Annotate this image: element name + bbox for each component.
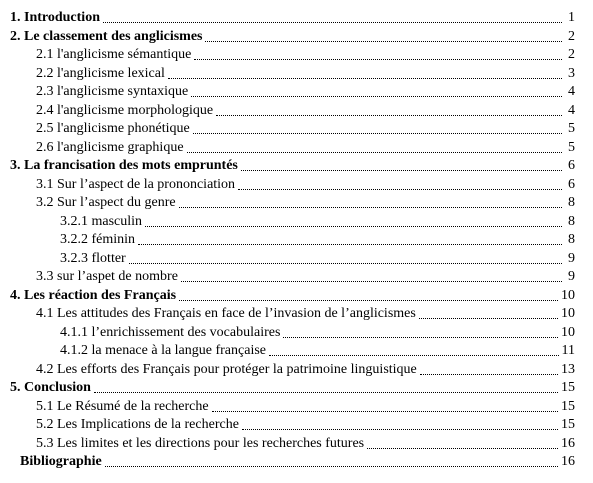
toc-entry-label: 2. Le classement des anglicismes [10, 28, 203, 44]
toc-entry-page-number: 15 [561, 398, 575, 414]
toc-entry-label: 3. La francisation des mots empruntés [10, 158, 238, 173]
toc-entry-page-number: 4 [568, 84, 575, 99]
toc-entry-page-number: 16 [561, 435, 575, 451]
toc-entry-page-number: 1 [568, 10, 575, 25]
toc-entry-page-number: 5 [568, 139, 575, 155]
toc-entry-label: 4.1.2 la menace à la langue française [60, 343, 267, 358]
toc-entry[interactable] [0, 452, 593, 470]
toc-entry-page-number: 10 [561, 306, 575, 321]
dot-leader [367, 447, 558, 449]
dot-leader [187, 151, 562, 153]
dot-leader [420, 373, 558, 375]
toc-entry[interactable] [0, 304, 593, 322]
toc-entry-page-number: 4 [568, 102, 575, 118]
toc-entry[interactable] [0, 156, 593, 174]
toc-entry-label: 5. Conclusion [10, 380, 91, 395]
toc-entry-label: 5.3 Les limites et les directions pour les recherches futures [36, 435, 365, 451]
toc-entry[interactable] [0, 138, 593, 156]
dot-leader [216, 114, 562, 116]
toc-entry[interactable] [0, 286, 593, 304]
toc-entry-label: Bibliographie [20, 454, 102, 469]
dot-leader [205, 40, 562, 42]
toc-entry-page-number: 15 [561, 417, 575, 432]
toc-entry[interactable] [0, 119, 593, 137]
toc-entry-label: 5.2 Les Implications de la recherche [36, 417, 239, 432]
toc-entry[interactable] [0, 64, 593, 82]
toc-entry-label: 3.2.3 flotter [60, 250, 126, 266]
dot-leader [145, 225, 562, 227]
toc-entry-label: 3.1 Sur l’aspect de la prononciation [36, 176, 236, 192]
toc-entry-label: 2.2 l'anglicisme lexical [36, 65, 165, 81]
toc-entry[interactable] [0, 8, 593, 26]
toc-entry-label: 2.6 l'anglicisme graphique [36, 139, 184, 155]
dot-leader [241, 169, 562, 171]
toc-entry-page-number: 2 [568, 28, 575, 44]
toc-entry-page-number: 8 [568, 213, 575, 229]
toc-entry-page-number: 10 [561, 287, 575, 303]
toc-entry[interactable] [0, 45, 593, 63]
toc-entry-label: 4.2 Les efforts des Français pour protéger la patrimoine linguistique [36, 361, 417, 377]
toc-entry-page-number: 15 [561, 380, 575, 395]
dot-leader [103, 21, 562, 23]
toc-entry-page-number: 11 [561, 343, 575, 358]
dot-leader [179, 299, 558, 301]
dot-leader [168, 77, 562, 79]
toc-entry-page-number: 10 [561, 324, 575, 340]
toc-entry-page-number: 5 [568, 121, 575, 136]
toc-entry-label: 3.2 Sur l’aspect du genre [36, 195, 176, 210]
toc-entry-label: 1. Introduction [10, 10, 100, 25]
toc-entry-page-number: 8 [568, 232, 575, 247]
toc-entry[interactable] [0, 415, 593, 433]
dot-leader [193, 132, 562, 134]
dot-leader [138, 243, 562, 245]
toc-entry[interactable] [0, 267, 593, 285]
toc-entry-label: 4.1 Les attitudes des Français en face de l’invasion de l’anglicismes [36, 306, 416, 321]
toc-entry-label: 2.4 l'anglicisme morphologique [36, 102, 214, 118]
toc-entry-page-number: 9 [568, 269, 575, 284]
toc-entry[interactable] [0, 434, 593, 452]
dot-leader [242, 428, 558, 430]
dot-leader [269, 354, 559, 356]
toc-entry[interactable] [0, 101, 593, 119]
toc-entry-page-number: 3 [568, 65, 575, 81]
toc-entry[interactable] [0, 360, 593, 378]
dot-leader [194, 58, 562, 60]
toc-entry[interactable] [0, 378, 593, 396]
toc-entry[interactable] [0, 193, 593, 211]
toc-entry-label: 3.2.1 masculin [60, 213, 143, 229]
dot-leader [105, 465, 558, 467]
toc-entry-label: 4.1.1 l’enrichissement des vocabulaires [60, 324, 281, 340]
toc-entry[interactable] [0, 341, 593, 359]
dot-leader [419, 317, 558, 319]
toc-entry-label: 5.1 Le Résumé de la recherche [36, 398, 209, 414]
toc-entry-label: 2.5 l'anglicisme phonétique [36, 121, 190, 136]
toc-entry-page-number: 2 [568, 47, 575, 62]
toc-entry-label: 3.3 sur l’aspet de nombre [36, 269, 178, 284]
toc-entry-page-number: 6 [568, 176, 575, 192]
toc-entry-page-number: 16 [561, 454, 575, 469]
toc-entry-label: 2.1 l'anglicisme sémantique [36, 47, 192, 62]
toc-entry-page-number: 8 [568, 195, 575, 210]
toc-entry-page-number: 6 [568, 158, 575, 173]
toc-entry[interactable] [0, 397, 593, 415]
toc-entry[interactable] [0, 323, 593, 341]
dot-leader [238, 188, 562, 190]
toc-entry[interactable] [0, 212, 593, 230]
toc-entry-label: 4. Les réaction des Français [10, 287, 177, 303]
dot-leader [94, 391, 558, 393]
dot-leader [179, 206, 562, 208]
toc-entry-label: 2.3 l'anglicisme syntaxique [36, 84, 189, 99]
dot-leader [191, 95, 562, 97]
dot-leader [129, 262, 562, 264]
toc-entry[interactable] [0, 82, 593, 100]
toc-entry-label: 3.2.2 féminin [60, 232, 136, 247]
dot-leader [283, 336, 558, 338]
toc-entry-page-number: 13 [561, 361, 575, 377]
dot-leader [181, 280, 562, 282]
toc-entry-page-number: 9 [568, 250, 575, 266]
toc-entry[interactable] [0, 175, 593, 193]
toc-entry[interactable] [0, 230, 593, 248]
dot-leader [212, 410, 558, 412]
toc-entry[interactable] [0, 27, 593, 45]
toc-entry[interactable] [0, 249, 593, 267]
